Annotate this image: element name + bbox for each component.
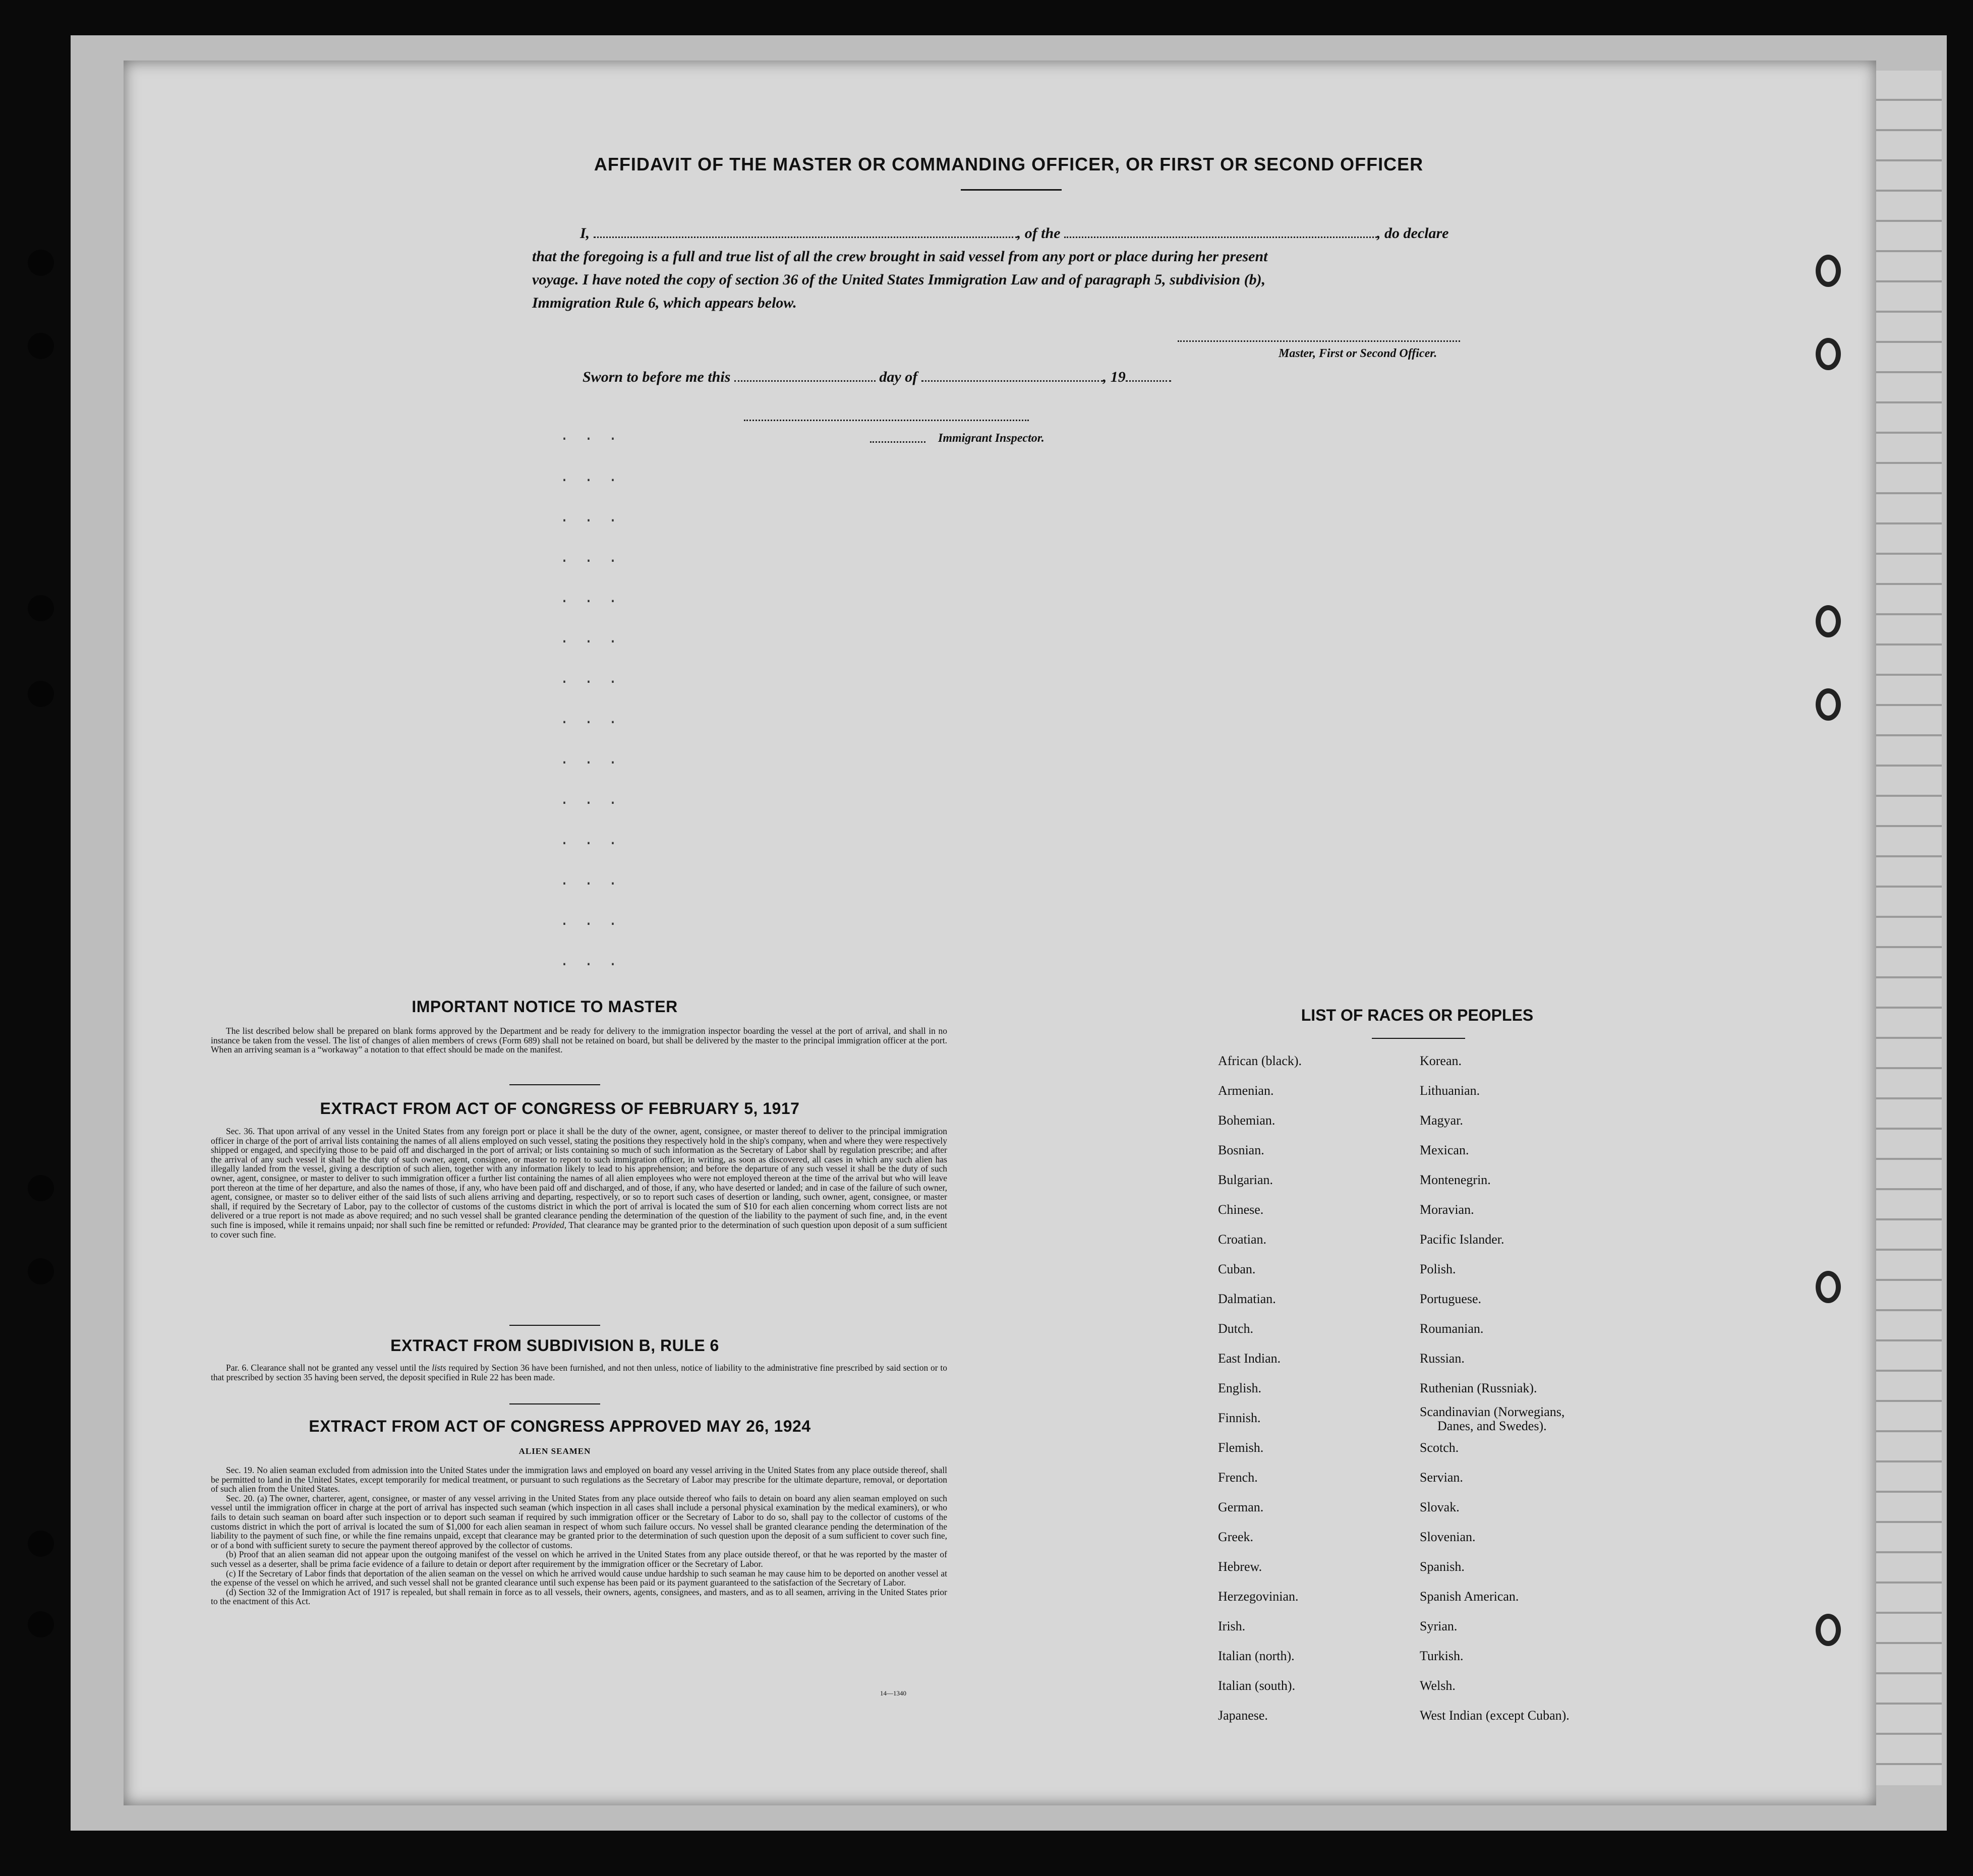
inspector-label: Immigrant Inspector. [938,432,1044,445]
extract-1924-text [211,1465,947,1606]
race-col2-item: Servian. [1420,1470,1463,1485]
race-col2-item: Slovenian. [1420,1530,1476,1544]
race-col1-item: Dalmatian. [1218,1292,1276,1306]
bleed-through-ticks-10: . . . [560,792,621,809]
race-col2-item: Turkish. [1420,1649,1464,1663]
race-col1-item: Croatian. [1218,1232,1267,1247]
race-col1-item: Dutch. [1218,1321,1254,1336]
binder-hole-left-8 [28,1611,54,1637]
race-col2-item: Slovak. [1420,1500,1460,1514]
bleed-through-ticks-8: . . . [560,711,621,728]
bleed-through-ticks-7: . . . [560,671,621,688]
race-col2-item: Magyar. [1420,1113,1463,1128]
binder-hole-left-4 [28,681,54,707]
extract-rule6-title: EXTRACT FROM SUBDIVISION B, RULE 6 [390,1336,719,1355]
notice-divider [509,1084,600,1085]
sworn-year-fill[interactable] [1126,367,1171,382]
race-col1-item: Finnish. [1218,1411,1261,1425]
extract-rule6-divider [509,1403,600,1404]
extract-1917-text [211,1127,947,1239]
inspector-signature-line-short [870,441,925,443]
bleed-through-ticks-9: . . . [560,751,621,769]
extract-1917-provided: Provided, [532,1219,566,1230]
race-col2-item: Spanish. [1420,1559,1465,1574]
extract-1924-sec20b: (b) Proof that an alien seaman did not appear upon the outgoing manifest of the vessel on which he arrived in the United States from any place outside thereof, or that he was reported by the master of such vessel as a deserter, shall be prima facie evidence of a failure to detain or deport after requirement by the immigration officer or the Secretary of Labor. [211,1549,947,1569]
sworn-day-of: day of [879,369,918,385]
oath-text [532,222,1500,315]
extract-1924-sec19: Sec. 19. No alien seaman excluded from admission into the United States under the immigration laws and employed on board any vessel arriving in the United States from any place outside thereof, shall be permitted to land in the United States, except temporarily for medical treatment, or pursuant to such regulations as the Secretary of Labor may prescribe for the ultimate departure, removal, or deportation of such alien from the United States. [211,1465,947,1494]
master-signature-line[interactable] [1178,340,1460,342]
extract-1917-body-end: That clearance may be granted prior to the determination of such question upon deposit of a sum sufficient to cover such fine. [211,1219,948,1240]
extract-rule6-paragraph [211,1363,947,1382]
extract-1917-title: EXTRACT FROM ACT OF CONGRESS OF FEBRUARY 5, 1917 [320,1099,800,1118]
bleed-through-ticks-4: . . . [560,550,621,567]
binder-hole-right-1 [1816,255,1841,287]
race-col2-item: Polish. [1420,1262,1456,1276]
races-title-underline [1372,1038,1465,1039]
race-col2-item: Korean. [1420,1053,1462,1068]
races-title: LIST OF RACES OR PEOPLES [1301,1006,1534,1024]
race-col2-item: Mexican. [1420,1143,1469,1157]
notice-title: IMPORTANT NOTICE TO MASTER [412,998,678,1016]
race-col1-item: African (black). [1218,1053,1302,1068]
bleed-through-ticks-2: . . . [560,469,621,486]
race-col1-item: Hebrew. [1218,1559,1262,1574]
extract-rule6-lists: lists [432,1363,446,1373]
bleed-through-ticks-12: . . . [560,872,621,890]
race-col2-item: Ruthenian (Russniak). [1420,1381,1537,1395]
bleed-through-ticks-6: . . . [560,630,621,648]
oath-line-2: that the foregoing is a full and true list of all the crew brought in said vessel from any port or place during her present [532,248,1268,265]
binder-hole-left-7 [28,1531,54,1557]
name-fill-line[interactable] [594,223,1017,238]
race-col1-item: Italian (north). [1218,1649,1295,1663]
race-col1-item: East Indian. [1218,1351,1281,1366]
extract-1924-title: EXTRACT FROM ACT OF CONGRESS APPROVED MAY 26, 1924 [309,1417,811,1435]
race-col2-item: Lithuanian. [1420,1083,1480,1098]
race-col1-item: Herzegovinian. [1218,1589,1299,1604]
extract-1917-divider [509,1325,600,1326]
extract-rule6-body-end: required by Section 36 have been furnished, and not then unless, notice of liability to the administrative fine prescribed by said section or to that prescribed by section 35 having been served, the deposit specified in Rule 22 has been made. [211,1363,948,1382]
race-col1-item: Chinese. [1218,1202,1264,1217]
extract-1924-sec20c: (c) If the Secretary of Labor finds that deportation of the alien seaman on the vessel on which he arrived would cause undue hardship to such seaman he may cause him to be deported on another vessel at the expense of the vessel on which he arrived, and such vessel shall not be granted clearance until such expense has been paid or its payment guaranteed to the satisfaction of the Secretary of Labor. [211,1568,947,1588]
race-col1-item: Bosnian. [1218,1143,1264,1157]
notice-paragraph: The list described below shall be prepared on blank forms approved by the Department and be ready for delivery to the immigration inspector boarding the vessel at the port of arrival, and shall in no instance be taken from the vessel. The list of changes of alien members of crews (Form 689) shall not be retained on board, but shall be delivered by the master to the principal immigration officer at the port. When an arriving seaman is a “workaway” a notation to that effect should be made on the manifest. [211,1026,947,1055]
bleed-through-ticks-3: . . . [560,509,621,526]
form-number: 14—1340 [880,1689,906,1697]
bleed-through-ticks-11: . . . [560,832,621,849]
oath-line-3: voyage. I have noted the copy of section 36 of the United States Immigration Law and of paragraph 5, subdivision (b), [532,271,1266,288]
binder-hole-right-5 [1816,1271,1841,1303]
race-col2-item: Portuguese. [1420,1292,1482,1306]
race-col1-item: Italian (south). [1218,1678,1296,1693]
race-col1-item: Greek. [1218,1530,1254,1544]
sworn-line [583,367,1171,386]
title-underline [961,189,1062,191]
sworn-year-prefix: , 19 [1102,369,1126,385]
master-signature-label: Master, First or Second Officer. [1279,347,1437,360]
binder-hole-left-2 [28,333,54,359]
sworn-month-fill[interactable] [921,367,1103,382]
race-col1-item: Japanese. [1218,1708,1268,1723]
race-col1-item: German. [1218,1500,1264,1514]
race-col1-item: Cuban. [1218,1262,1256,1276]
binder-hole-left-3 [28,595,54,621]
race-col1-item: Bulgarian. [1218,1172,1273,1187]
bleed-through-ticks-5: . . . [560,590,621,607]
oath-of-the-label: , of the [1017,225,1061,242]
race-col2-item: Moravian. [1420,1202,1474,1217]
race-col2-item: Scandinavian (Norwegians, [1420,1404,1565,1419]
race-col1-item: Armenian. [1218,1083,1274,1098]
race-col2-item: Montenegrin. [1420,1172,1491,1187]
vessel-fill-line[interactable] [1064,223,1377,238]
extract-1924-subtitle: ALIEN SEAMEN [518,1446,591,1456]
race-col2-item: Spanish American. [1420,1589,1519,1604]
oath-line-4: Immigration Rule 6, which appears below. [532,295,797,311]
race-col2-item: Pacific Islander. [1420,1232,1504,1247]
extract-1924-sec20d: (d) Section 32 of the Immigration Act of 1917 is repealed, but shall remain in force as to all vessels, their owners, agents, consignees, and masters, and as to all seamen, arriving in the United States prior to the enactment of this Act. [211,1587,947,1607]
bleed-through-ticks-1: . . . [560,428,621,445]
race-col1-item: French. [1218,1470,1258,1485]
bleed-through-ticks-13: . . . [560,913,621,930]
extract-1917-paragraph [211,1127,947,1239]
race-col2-item: Syrian. [1420,1619,1458,1633]
race-col1-item: English. [1218,1381,1261,1395]
race-col2-item: Danes, and Swedes). [1437,1419,1547,1433]
binder-hole-right-2 [1816,338,1841,370]
oath-i-label: I, [580,225,590,242]
binder-hole-left-5 [28,1175,54,1201]
race-col2-item: Scotch. [1420,1440,1459,1455]
oath-line-1 [532,222,1500,245]
affidavit-title: AFFIDAVIT OF THE MASTER OR COMMANDING OFFICER, OR FIRST OR SECOND OFFICER [594,154,1424,174]
race-col1-item: Flemish. [1218,1440,1264,1455]
race-col2-item: Roumanian. [1420,1321,1484,1336]
binder-hole-right-6 [1816,1614,1841,1646]
race-col1-item: Bohemian. [1218,1113,1275,1128]
extract-1924-sec20a: Sec. 20. (a) The owner, charterer, agent, consignee, or master of any vessel arriving in the United States from any place outside thereof who fails to detain on board any alien seaman employed on such vessel until the immigration officer in charge at the port of arrival has inspected such seaman (which inspection in all cases shall include a personal physical examination by the medical examiners), or who fails to detain such seaman on board after such inspection or to deport such seaman if required by such immigration officer or the Secretary of Labor to do so, shall pay to the collector of customs of the customs district in which the port of arrival is located the sum of $1,000 for each alien seaman in respect of whom such failure occurs. No vessel shall be granted clearance pending the determination of the liability to the payment of such fine, or while the fine remains unpaid, except that clearance may be granted prior to the determination of such question upon the deposit of a sum sufficient to cover such fine, or of a bond with sufficient surety to secure the payment thereof approved by the collector of customs. [211,1493,947,1550]
notice-text [211,1026,947,1054]
oath-do-declare: , do declare [1377,225,1449,242]
bleed-through-ticks-14: . . . [560,953,621,970]
extract-rule6-body: Par. 6. Clearance shall not be granted any vessel until the [226,1363,430,1373]
sworn-prefix: Sworn to before me this [583,369,731,385]
inspector-signature-line[interactable] [744,420,1029,421]
binder-hole-left-6 [28,1258,54,1284]
binder-hole-right-3 [1816,605,1841,637]
race-col2-item: Welsh. [1420,1678,1456,1693]
extract-rule6-text [211,1363,947,1382]
extract-1917-body: Sec. 36. That upon arrival of any vessel in the United States from any foreign port or place it shall be the duty of the owner, agent, consignee, or master thereof to deliver to the principal immigration officer in charge of the port of arrival lists containing the names of all aliens employed on such vessel, stating the positions they respectively hold in the ship's company, when and where they were respectively shipped or engaged, and specifying those to be paid off and discharged in the port of arrival; or lists containing so much of such information as the Secretary of Labor shall by regulation prescribe; and after the arrival of any such vessel it shall be the duty of such owner, agent, consignee, or master to report to such immigration officer, in writing, as soon as discovered, all cases in which any such alien has illegally landed from the vessel, giving a description of such alien, together with any information likely to lead to his apprehension; and before the departure of any such vessel it shall be the duty of such owner, agent, consignee, or master to deliver to such immigration officer a further list containing the names of all alien employees who were not employed thereon at the time of the arrival but who will leave port thereon at the time of her departure, and also the names of those, if any, who have been paid off and discharged, and of those, if any, who have deserted or landed; and in case of the failure of such owner, agent, consignee, or master so to deliver either of the said lists of such aliens arriving and departing, respectively, or so to report such cases of desertion or landing, such owner, agent, consignee, or master shall, if required by the Secretary of Labor, pay to the collector of customs of the customs district in which the port of arrival is located the sum of $10 for each alien concerning whom correct lists are not delivered or a true report is not made as above required; and no such vessel shall be granted clearance pending the determination of the question of the liability to the payment of such fine, and, in the event such fine is imposed, while it remains unpaid; nor shall such fine be remitted or refunded: [211,1126,947,1230]
binder-hole-left-1 [28,250,54,276]
binder-hole-right-4 [1816,688,1841,721]
race-col2-item: West Indian (except Cuban). [1420,1708,1570,1723]
sworn-day-fill[interactable] [734,367,876,382]
race-col2-item: Russian. [1420,1351,1465,1366]
race-col1-item: Irish. [1218,1619,1246,1633]
bleed-through-ledger-strip [1876,71,1942,1785]
